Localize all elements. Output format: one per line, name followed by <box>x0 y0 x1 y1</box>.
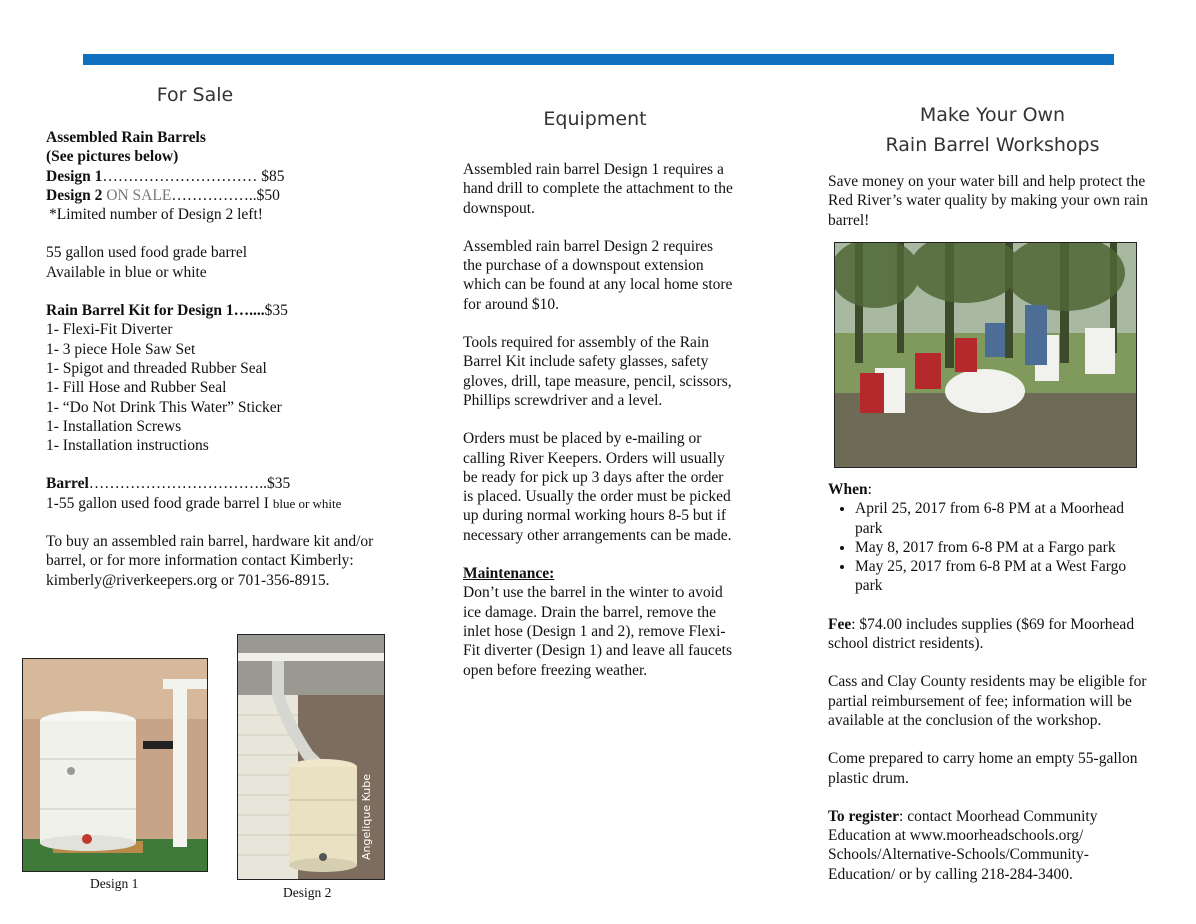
equipment-p3: Tools required for assembly of the Rain Barrel Kit include safety glasses, safety gloves, drill, tape measure, pencil, scissors, Phillips screwdriver and a level. <box>463 334 732 409</box>
kit-item: 1- Fill Hose and Rubber Seal <box>46 379 227 397</box>
for-sale-column <box>46 128 376 590</box>
kit-item: 1- Installation instructions <box>46 437 209 455</box>
date-item: • May 25, 2017 from 6-8 PM at a West Fargo park <box>855 557 1153 596</box>
when-colon: : <box>867 481 872 498</box>
design1-caption: Design 1 <box>90 876 139 891</box>
kit-dots: ….... <box>233 302 265 320</box>
maintenance-text: Don’t use the barrel in the winter to avoid ice damage. Drain the barrel, remove the inlet hose (Design 1 and 2), remove Flexi-Fit diverter (Design 1) and leave all faucets open before freezing weather. <box>463 584 732 679</box>
prepared-text: Come prepared to carry home an empty 55-gallon plastic drum. <box>828 750 1138 787</box>
assembled-subtitle: (See pictures below) <box>46 148 179 166</box>
design1-price: $85 <box>257 167 285 185</box>
kit-item: 1- Flexi-Fit Diverter <box>46 321 173 339</box>
barrel-colors: blue or white <box>272 495 342 511</box>
workshops-heading <box>860 100 1125 160</box>
design1-dots: ………………………… <box>102 167 258 185</box>
design1-photo <box>22 658 208 872</box>
barrel-line-text: 1-55 gallon used food grade barrel I <box>46 494 273 512</box>
kit-item: 1- “Do Not Drink This Water” Sticker <box>46 398 282 416</box>
design1-label: Design 1 <box>46 167 103 185</box>
top-accent-bar <box>83 54 1114 65</box>
equipment-heading: Equipment <box>543 108 647 130</box>
workshops-column <box>828 172 1153 230</box>
kit-title: Rain Barrel Kit for Design 1 <box>46 302 234 320</box>
workshops-intro: Save money on your water bill and help protect the Red River’s water quality by making your own rain barrel! <box>828 173 1148 229</box>
for-sale-heading: For Sale <box>156 84 234 106</box>
barrel-dots: …………………………….. <box>88 475 268 493</box>
design2-label: Design 2 <box>46 186 103 204</box>
equipment-p2: Assembled rain barrel Design 2 requires the purchase of a downspout extension which can be found at any local home store for around $10. <box>463 237 733 313</box>
workshop-photo <box>834 242 1137 468</box>
design1-illustration <box>23 659 207 871</box>
date-item: • April 25, 2017 from 6-8 PM at a Moorhead park <box>855 499 1153 538</box>
photo-credit: Angelique Kube <box>360 774 373 860</box>
reimbursement-text: Cass and Clay County residents may be eligible for partial reimbursement of fee; information will be available at the conclusion of the workshop. <box>828 673 1147 729</box>
register-label: To register <box>828 807 900 825</box>
maintenance-title: Maintenance: <box>463 565 555 583</box>
register-line <box>828 807 1153 884</box>
design2-dots: …………….. <box>171 186 257 204</box>
design2-price-line <box>46 186 376 205</box>
barrel-desc-2: Available in blue or white <box>46 263 207 281</box>
when-label: When <box>828 481 868 498</box>
barrel-price: $35 <box>267 475 291 493</box>
limited-note: *Limited number of Design 2 left! <box>49 206 263 224</box>
fee-line <box>828 615 1153 654</box>
design2-price: $50 <box>256 186 280 204</box>
fee-label: Fee <box>828 615 852 633</box>
workshops-heading-line2: Rain Barrel Workshops <box>885 134 1100 156</box>
equipment-p4: Orders must be placed by e-mailing or calling River Keepers. Orders will usually be ready for pick up 3 days after the order is placed. Usually the order must be picked up during normal working hours 8-5 but if necessary other arrangements can be made. <box>463 430 732 544</box>
equipment-p1: Assembled rain barrel Design 1 requires a hand drill to complete the attachment to the downspout. <box>463 161 733 217</box>
buy-info: To buy an assembled rain barrel, hardware kit and/or barrel, or for more information contact Kimberly: kimberly@riverkeepers.org or 701-356-8915. <box>46 533 374 589</box>
design2-caption: Design 2 <box>283 885 332 900</box>
kit-price: $35 <box>264 302 288 320</box>
assembled-title: Assembled Rain Barrels <box>46 129 206 146</box>
workshops-heading-line1: Make Your Own <box>919 104 1066 126</box>
barrel-desc-1: 55 gallon used food grade barrel <box>46 244 248 262</box>
workshop-illustration <box>835 243 1136 467</box>
dates-list <box>828 499 1153 595</box>
workshops-details <box>828 480 1153 884</box>
design1-price-line <box>46 167 376 186</box>
equipment-column <box>463 160 733 680</box>
kit-item: 1- 3 piece Hole Saw Set <box>46 340 196 358</box>
kit-item: 1- Spigot and threaded Rubber Seal <box>46 359 267 377</box>
barrel-line <box>46 494 376 513</box>
barrel-title: Barrel <box>46 475 89 493</box>
kit-item: 1- Installation Screws <box>46 417 182 435</box>
design2-sale-tag: ON SALE <box>102 186 172 204</box>
register-text: : contact Moorhead Community Education at www.moorheadschools.org/ Schools/Alternative-Schools/Community-Education/ or by calling 218-284-3400. <box>828 807 1098 883</box>
kit-price-line <box>46 301 376 320</box>
date-item: • May 8, 2017 from 6-8 PM at a Fargo park <box>855 538 1153 557</box>
barrel-price-line <box>46 474 376 493</box>
when-line <box>828 480 1153 499</box>
fee-text: : $74.00 includes supplies ($69 for Moorhead school district residents). <box>828 615 1135 653</box>
